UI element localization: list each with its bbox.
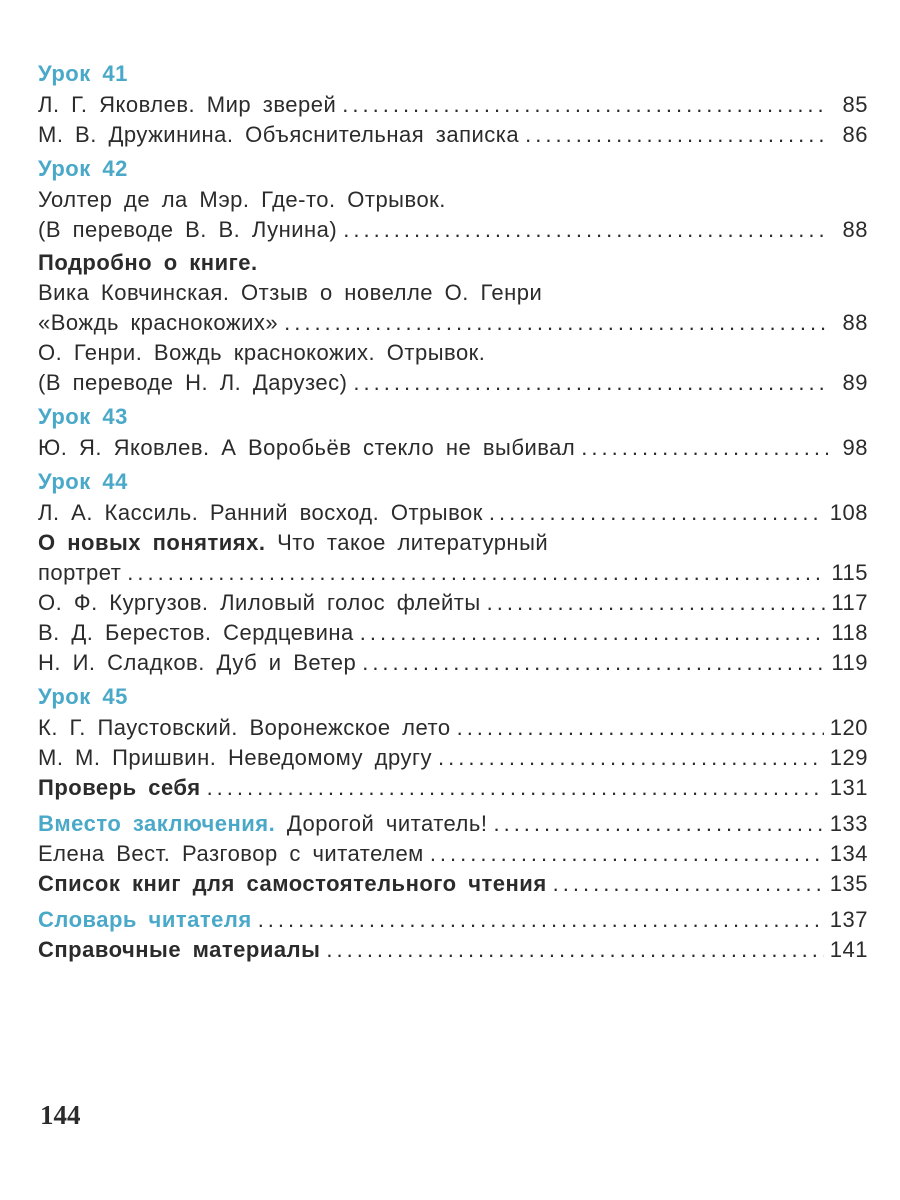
entry-page: 89	[842, 370, 868, 395]
lesson-label: Урок 45	[38, 684, 128, 709]
entry-page: 137	[829, 907, 868, 932]
toc-entry-first-line[interactable]	[38, 528, 868, 558]
lesson-heading	[38, 58, 868, 90]
entry-title-highlight: Вместо заключения.	[38, 811, 276, 836]
entry-title: Л. А. Кассиль. Ранний восход. Отрывок	[38, 500, 483, 525]
lesson-label: Урок 44	[38, 469, 128, 494]
dot-leader	[487, 588, 826, 618]
lesson-label: Урок 41	[38, 61, 128, 86]
lesson-label: Урок 42	[38, 156, 128, 181]
entry-title: О. Ф. Кургузов. Лиловый голос флейты	[38, 590, 481, 615]
entry-page: 133	[829, 811, 868, 836]
entry-title: Словарь читателя	[38, 907, 252, 932]
dot-leader	[127, 558, 825, 588]
toc-subheading[interactable]	[38, 248, 868, 278]
entry-title: В. Д. Берестов. Сердцевина	[38, 620, 354, 645]
entry-title-bold: О новых понятиях.	[38, 530, 266, 555]
entry-page: 85	[842, 92, 868, 117]
entry-page: 129	[829, 745, 868, 770]
toc-entry-second-line[interactable]	[38, 558, 868, 588]
toc-entry-second-line[interactable]	[38, 308, 868, 338]
entry-page: 108	[829, 500, 868, 525]
toc-entry[interactable]	[38, 713, 868, 743]
page-number: 144	[40, 1100, 81, 1130]
entry-title: Проверь себя	[38, 775, 201, 800]
entry-title-continued: портрет	[38, 560, 122, 585]
dot-leader	[493, 809, 823, 839]
toc-entry-first-line[interactable]	[38, 338, 868, 368]
toc-entry[interactable]	[38, 773, 868, 803]
entry-page: 134	[829, 841, 868, 866]
toc-entry[interactable]	[38, 839, 868, 869]
dot-leader	[353, 368, 828, 398]
dot-leader	[457, 713, 824, 743]
entry-title-continued: «Вождь краснокожих»	[38, 310, 279, 335]
entry-title-continued: (В переводе Н. Л. Дарузес)	[38, 370, 348, 395]
toc-entry[interactable]	[38, 869, 868, 899]
entry-page: 135	[829, 871, 868, 896]
lesson-heading	[38, 401, 868, 433]
entry-page: 119	[831, 650, 868, 675]
toc-entry[interactable]	[38, 935, 868, 965]
toc-entry[interactable]	[38, 90, 868, 120]
entry-title: К. Г. Паустовский. Воронежское лето	[38, 715, 451, 740]
dot-leader	[438, 743, 824, 773]
entry-page: 131	[829, 775, 868, 800]
dot-leader	[326, 935, 823, 965]
toc-entry-first-line[interactable]	[38, 278, 868, 308]
entry-page: 115	[831, 560, 868, 585]
dot-leader	[360, 618, 826, 648]
entry-page: 88	[842, 217, 868, 242]
toc-entry-first-line[interactable]	[38, 185, 868, 215]
toc-entry[interactable]	[38, 588, 868, 618]
toc-entry[interactable]	[38, 498, 868, 528]
entry-title: Подробно о книге.	[38, 250, 258, 275]
lesson-heading	[38, 681, 868, 713]
entry-title: М. В. Дружинина. Объяснительная записка	[38, 122, 520, 147]
toc-entry[interactable]	[38, 648, 868, 678]
entry-page: 141	[829, 937, 868, 962]
entry-title: Елена Вест. Разговор с читателем	[38, 841, 424, 866]
entry-page: 120	[829, 715, 868, 740]
toc-entry[interactable]	[38, 120, 868, 150]
entry-title: М. М. Пришвин. Неведомому другу	[38, 745, 433, 770]
entry-title: Дорогой читатель!	[286, 811, 488, 836]
dot-leader	[430, 839, 824, 869]
dot-leader	[207, 773, 824, 803]
entry-title: О. Генри. Вождь краснокожих. Отрывок.	[38, 340, 486, 365]
toc-entry[interactable]	[38, 905, 868, 935]
entry-page: 86	[842, 122, 868, 147]
dot-leader	[258, 905, 824, 935]
entry-page: 88	[842, 310, 868, 335]
toc-entry[interactable]	[38, 618, 868, 648]
toc-entry-second-line[interactable]	[38, 215, 868, 245]
lesson-heading	[38, 153, 868, 185]
entry-title-continued: (В переводе В. В. Лунина)	[38, 217, 338, 242]
table-of-contents	[38, 58, 868, 965]
entry-title: Список книг для самостоятельного чтения	[38, 871, 547, 896]
entry-title: Уолтер де ла Мэр. Где-то. Отрывок.	[38, 187, 446, 212]
dot-leader	[489, 498, 824, 528]
entry-page: 98	[842, 435, 868, 460]
lesson-label: Урок 43	[38, 404, 128, 429]
toc-entry-second-line[interactable]	[38, 368, 868, 398]
entry-title: Вика Ковчинская. Отзыв о новелле О. Генри	[38, 280, 543, 305]
entry-page: 117	[831, 590, 868, 615]
entry-title: Н. И. Сладков. Дуб и Ветер	[38, 650, 357, 675]
dot-leader	[343, 215, 828, 245]
dot-leader	[342, 90, 828, 120]
dot-leader	[362, 648, 825, 678]
entry-title: Ю. Я. Яковлев. А Воробьёв стекло не выбивал	[38, 435, 576, 460]
toc-entry[interactable]	[38, 743, 868, 773]
entry-title: Что такое литературный	[277, 530, 549, 555]
toc-entry[interactable]	[38, 433, 868, 463]
entry-page: 118	[831, 620, 868, 645]
dot-leader	[284, 308, 828, 338]
lesson-heading	[38, 466, 868, 498]
dot-leader	[581, 433, 828, 463]
entry-title: Л. Г. Яковлев. Мир зверей	[38, 92, 337, 117]
toc-entry[interactable]	[38, 809, 868, 839]
entry-title: Справочные материалы	[38, 937, 321, 962]
dot-leader	[525, 120, 828, 150]
dot-leader	[553, 869, 824, 899]
